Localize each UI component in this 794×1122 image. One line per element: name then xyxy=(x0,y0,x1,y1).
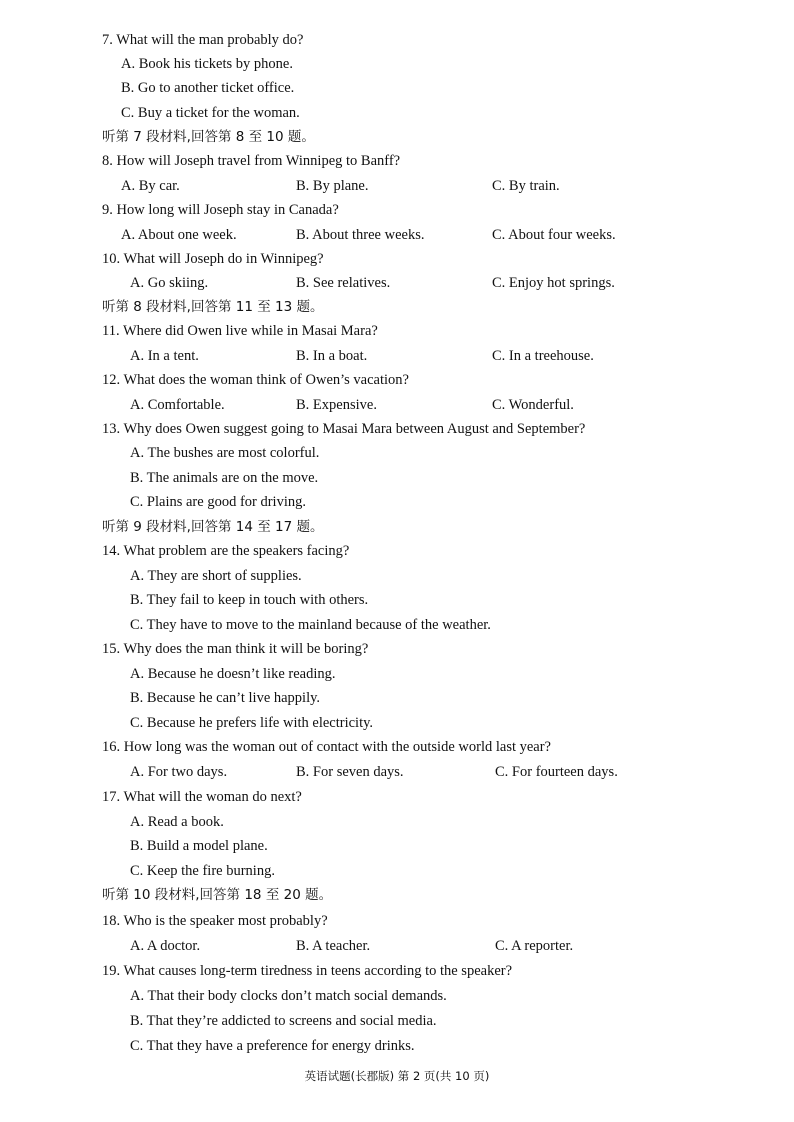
q9-option-c: C. About four weeks. xyxy=(492,227,616,243)
q16-option-a: A. For two days. xyxy=(130,764,228,780)
q15-option-c: C. Because he prefers life with electricity. xyxy=(130,715,374,731)
question-7: 7. What will the man probably do? xyxy=(102,32,304,48)
question-8: 8. How will Joseph travel from Winnipeg to Banff? xyxy=(102,153,401,169)
q17-option-a: A. Read a book. xyxy=(130,814,224,830)
q13-option-c: C. Plains are good for driving. xyxy=(130,494,306,510)
q8-option-a: A. By car. xyxy=(121,178,180,194)
q8-option-b: B. By plane. xyxy=(296,178,369,194)
q10-option-b: B. See relatives. xyxy=(296,275,391,291)
q14-option-b: B. They fail to keep in touch with others. xyxy=(130,592,369,608)
q18-option-b: B. A teacher. xyxy=(296,938,371,954)
section-7-instruction: 听第 7 段材料,回答第 8 至 10 题。 xyxy=(102,129,315,145)
question-18: 18. Who is the speaker most probably? xyxy=(102,913,328,929)
page-footer: 英语试题(长郡版) 第 2 页(共 10 页) xyxy=(304,1069,490,1083)
q13-option-a: A. The bushes are most colorful. xyxy=(130,445,320,461)
section-9-instruction: 听第 9 段材料,回答第 14 至 17 题。 xyxy=(102,519,324,535)
question-10: 10. What will Joseph do in Winnipeg? xyxy=(102,251,324,267)
question-15: 15. Why does the man think it will be boring? xyxy=(102,641,369,657)
q19-option-c: C. That they have a preference for energy drinks. xyxy=(130,1038,415,1054)
section-8-instruction: 听第 8 段材料,回答第 11 至 13 题。 xyxy=(102,299,324,315)
q14-option-c: C. They have to move to the mainland because of the weather. xyxy=(130,617,491,633)
q12-option-b: B. Expensive. xyxy=(296,397,377,413)
q12-option-c: C. Wonderful. xyxy=(492,397,574,413)
q7-option-b: B. Go to another ticket office. xyxy=(121,80,295,96)
q15-option-a: A. Because he doesn’t like reading. xyxy=(130,666,336,682)
q16-option-c: C. For fourteen days. xyxy=(495,764,618,780)
q17-option-c: C. Keep the fire burning. xyxy=(130,863,275,879)
section-10-instruction: 听第 10 段材料,回答第 18 至 20 题。 xyxy=(102,887,333,903)
q13-option-b: B. The animals are on the move. xyxy=(130,470,319,486)
q18-option-c: C. A reporter. xyxy=(495,938,574,954)
q11-option-a: A. In a tent. xyxy=(130,348,199,364)
q10-option-c: C. Enjoy hot springs. xyxy=(492,275,615,291)
q8-option-c: C. By train. xyxy=(492,178,560,194)
question-12: 12. What does the woman think of Owen’s vacation? xyxy=(102,372,409,388)
q14-option-a: A. They are short of supplies. xyxy=(130,568,302,584)
q11-option-c: C. In a treehouse. xyxy=(492,348,594,364)
q17-option-b: B. Build a model plane. xyxy=(130,838,268,854)
question-17: 17. What will the woman do next? xyxy=(102,789,302,805)
q16-option-b: B. For seven days. xyxy=(296,764,404,780)
question-16: 16. How long was the woman out of contact with the outside world last year? xyxy=(102,739,551,755)
q7-option-a: A. Book his tickets by phone. xyxy=(121,56,293,72)
q19-option-a: A. That their body clocks don’t match social demands. xyxy=(130,988,447,1004)
q15-option-b: B. Because he can’t live happily. xyxy=(130,690,321,706)
q7-option-c: C. Buy a ticket for the woman. xyxy=(121,105,300,121)
question-11: 11. Where did Owen live while in Masai Mara? xyxy=(102,323,378,339)
q10-option-a: A. Go skiing. xyxy=(130,275,209,291)
q12-option-a: A. Comfortable. xyxy=(130,397,225,413)
q9-option-a: A. About one week. xyxy=(121,227,237,243)
question-9: 9. How long will Joseph stay in Canada? xyxy=(102,202,339,218)
question-14: 14. What problem are the speakers facing? xyxy=(102,543,350,559)
question-19: 19. What causes long-term tiredness in teens according to the speaker? xyxy=(102,963,513,979)
question-13: 13. Why does Owen suggest going to Masai Mara between August and September? xyxy=(102,421,586,437)
q11-option-b: B. In a boat. xyxy=(296,348,368,364)
q19-option-b: B. That they’re addicted to screens and social media. xyxy=(130,1013,437,1029)
q18-option-a: A. A doctor. xyxy=(130,938,201,954)
q9-option-b: B. About three weeks. xyxy=(296,227,425,243)
